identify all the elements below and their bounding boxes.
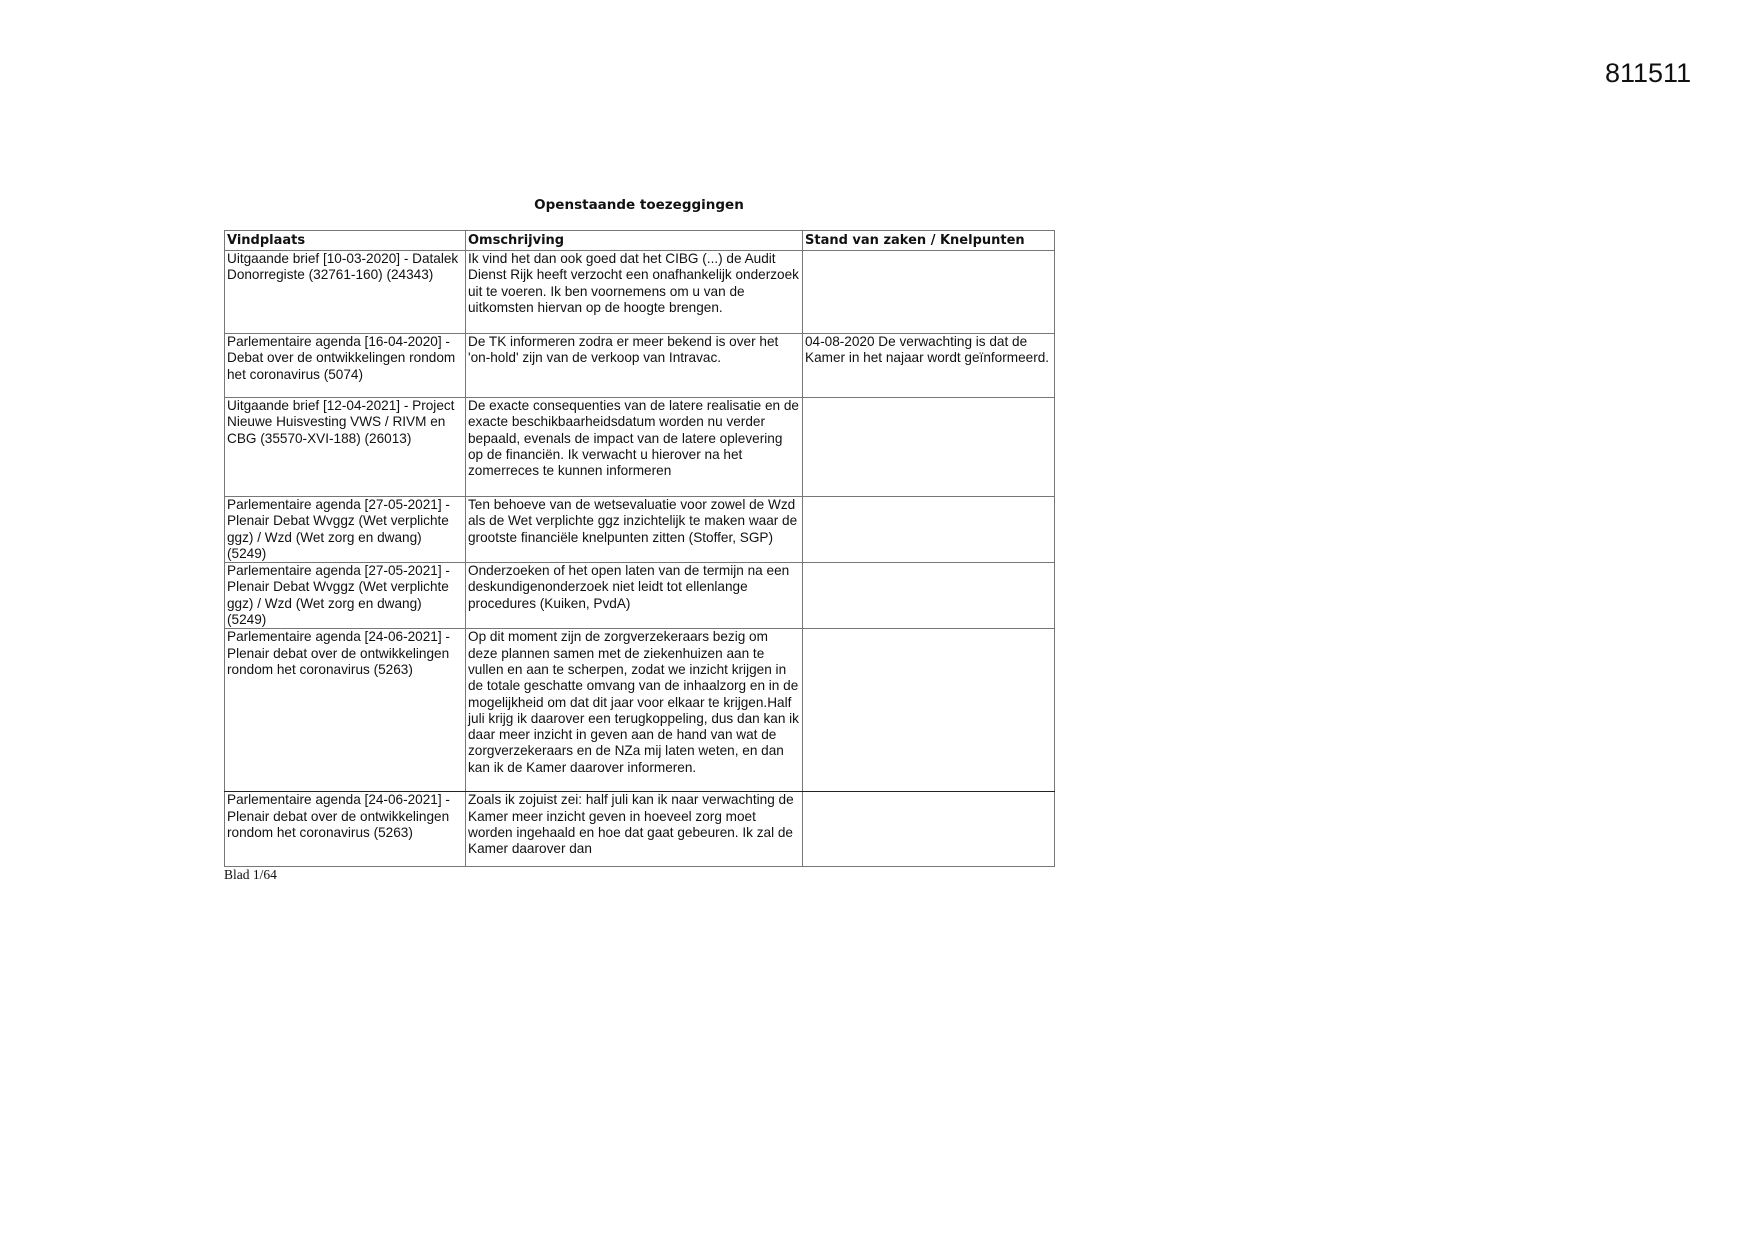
table-row <box>225 563 1055 629</box>
table-row <box>225 792 1055 867</box>
header-vindplaats: Vindplaats <box>225 231 466 251</box>
page-title: Openstaande toezeggingen <box>534 197 744 213</box>
table-row <box>225 497 1055 563</box>
header-stand-van-zaken: Stand van zaken / Knelpunten <box>803 231 1055 251</box>
cell-omschrijving: Zoals ik zojuist zei: half juli kan ik naar verwachting de Kamer meer inzicht geven in hoeveel zorg moet worden ingehaald en hoe dat gaat gebeuren. Ik zal de Kamer daarover dan <box>466 792 803 867</box>
table-header-row <box>225 231 1055 251</box>
cell-omschrijving: De TK informeren zodra er meer bekend is over het 'on-hold' zijn van de verkoop van Intravac. <box>466 334 803 398</box>
cell-omschrijving: Op dit moment zijn de zorgverzekeraars bezig om deze plannen samen met de ziekenhuizen aan te vullen en aan te scherpen, zodat we inzicht krijgen in de totale geschatte omvang van de inhaalzorg en in de mogelijkheid om dat dit jaar voor elkaar te krijgen.Half juli krijg ik daarover een terugkoppeling, dus dan kan ik daar meer inzicht in geven aan de hand van wat de zorgverzekeraars en de NZa mij laten weten, en dan kan ik de Kamer daarover informeren. <box>466 629 803 792</box>
table-row <box>225 334 1055 398</box>
cell-stand <box>803 497 1055 563</box>
cell-omschrijving: Ten behoeve van de wetsevaluatie voor zowel de Wzd als de Wet verplichte ggz inzichtelijk te maken waar de grootste financiële knelpunten zitten (Stoffer, SGP) <box>466 497 803 563</box>
cell-vindplaats: Uitgaande brief [10-03-2020] - Datalek Donorregiste (32761-160) (24343) <box>225 251 466 334</box>
cell-stand <box>803 251 1055 334</box>
commitments-table <box>224 230 1055 867</box>
header-omschrijving: Omschrijving <box>466 231 803 251</box>
table-row <box>225 251 1055 334</box>
table-row <box>225 398 1055 497</box>
cell-stand <box>803 398 1055 497</box>
cell-vindplaats: Parlementaire agenda [24-06-2021] - Plenair debat over de ontwikkelingen rondom het coronavirus (5263) <box>225 792 466 867</box>
cell-stand <box>803 792 1055 867</box>
cell-stand <box>803 629 1055 792</box>
cell-omschrijving: Ik vind het dan ook goed dat het CIBG (...) de Audit Dienst Rijk heeft verzocht een onafhankelijk onderzoek uit te voeren. Ik ben voornemens om u van de uitkomsten hiervan op de hoogte brengen. <box>466 251 803 334</box>
cell-omschrijving: Onderzoeken of het open laten van de termijn na een deskundigenonderzoek niet leidt tot ellenlange procedures (Kuiken, PvdA) <box>466 563 803 629</box>
cell-stand: 04-08-2020 De verwachting is dat de Kamer in het najaar wordt geïnformeerd. <box>803 334 1055 398</box>
cell-omschrijving: De exacte consequenties van de latere realisatie en de exacte beschikbaarheidsdatum worden nu verder bepaald, evenals de impact van de latere oplevering op de financiën. Ik verwacht u hierover na het zomerreces te kunnen informeren <box>466 398 803 497</box>
cell-vindplaats: Parlementaire agenda [27-05-2021] - Plenair Debat Wvggz (Wet verplichte ggz) / Wzd (Wet zorg en dwang) (5249) <box>225 497 466 563</box>
table-row <box>225 629 1055 792</box>
cell-vindplaats: Parlementaire agenda [16-04-2020] - Debat over de ontwikkelingen rondom het coronavirus (5074) <box>225 334 466 398</box>
cell-stand <box>803 563 1055 629</box>
cell-vindplaats: Parlementaire agenda [27-05-2021] - Plenair Debat Wvggz (Wet verplichte ggz) / Wzd (Wet zorg en dwang) (5249) <box>225 563 466 629</box>
cell-vindplaats: Uitgaande brief [12-04-2021] - Project Nieuwe Huisvesting VWS / RIVM en CBG (35570-XVI-188) (26013) <box>225 398 466 497</box>
page-counter: Blad 1/64 <box>224 867 277 882</box>
document-number: 811511 <box>1605 58 1692 88</box>
cell-vindplaats: Parlementaire agenda [24-06-2021] - Plenair debat over de ontwikkelingen rondom het coronavirus (5263) <box>225 629 466 792</box>
